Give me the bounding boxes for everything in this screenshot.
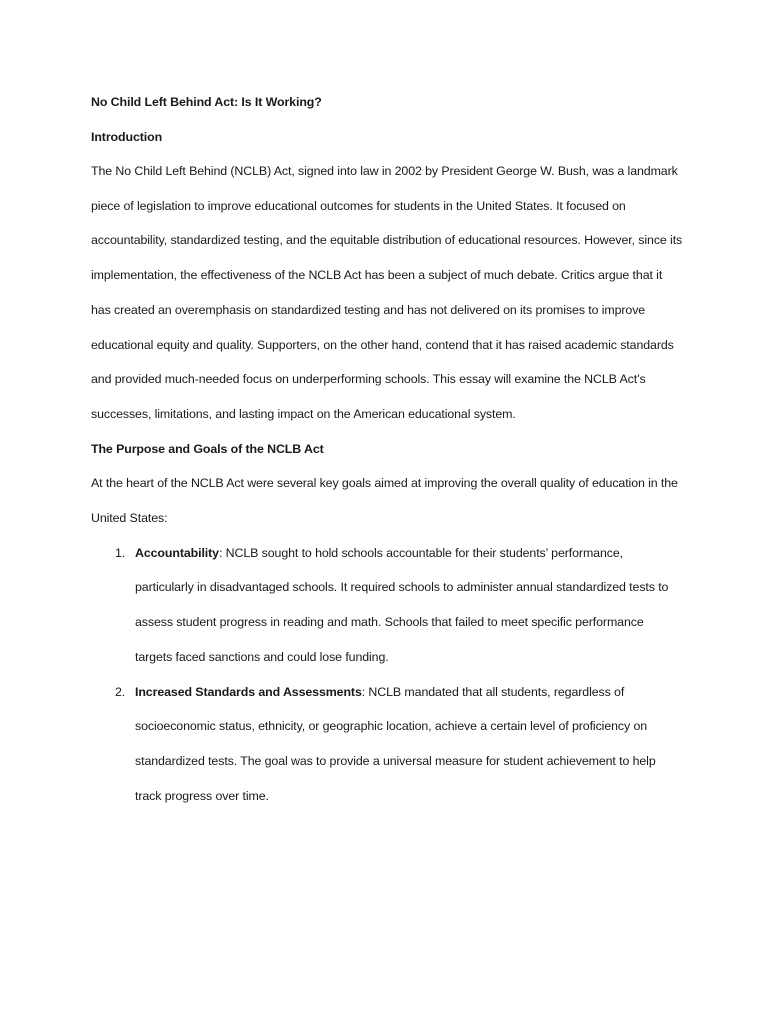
document-title: No Child Left Behind Act: Is It Working?	[91, 95, 322, 109]
list-item-term: Accountability	[135, 545, 219, 560]
section-heading-purpose-goals: The Purpose and Goals of the NCLB Act	[91, 442, 324, 456]
list-item	[91, 675, 683, 814]
list-item-text: : NCLB mandated that all students, regardless of socioeconomic status, ethnicity, or geographic location, achieve a certain level of proficiency on standardized tests. The goal was to provide a universal measure for student achievement to help track progress over time.	[135, 684, 656, 803]
list-item	[91, 536, 683, 675]
document-body	[91, 92, 683, 813]
purpose-paragraph: At the heart of the NCLB Act were several key goals aimed at improving the overall quality of education in the United States:	[91, 476, 678, 526]
list-item-number: 2.	[115, 684, 126, 699]
goals-list	[91, 536, 683, 814]
introduction-paragraph: The No Child Left Behind (NCLB) Act, signed into law in 2002 by President George W. Bush, was a landmark piece of legislation to improve educational outcomes for students in the United States. It focused on accountability, standardized testing, and the equitable distribution of educational resources. However, since its implementation, the effectiveness of the NCLB Act has been a subject of much debate. Critics argue that it has created an overemphasis on standardized testing and has not delivered on its promises to improve educational equity and quality. Supporters, on the other hand, contend that it has raised academic standards and provided much-needed focus on underperforming schools. This essay will examine the NCLB Act’s successes, limitations, and lasting impact on the American educational system.	[91, 164, 683, 421]
section-heading-introduction: Introduction	[91, 129, 163, 144]
list-item-text: : NCLB sought to hold schools accountable for their students’ performance, particularly in disadvantaged schools. It required schools to administer annual standardized tests to assess student progress in reading and math. Schools that failed to meet specific performance targets faced sanctions and could lose funding.	[135, 545, 669, 664]
list-item-number: 1.	[115, 545, 126, 560]
list-item-term: Increased Standards and Assessments	[135, 684, 362, 699]
